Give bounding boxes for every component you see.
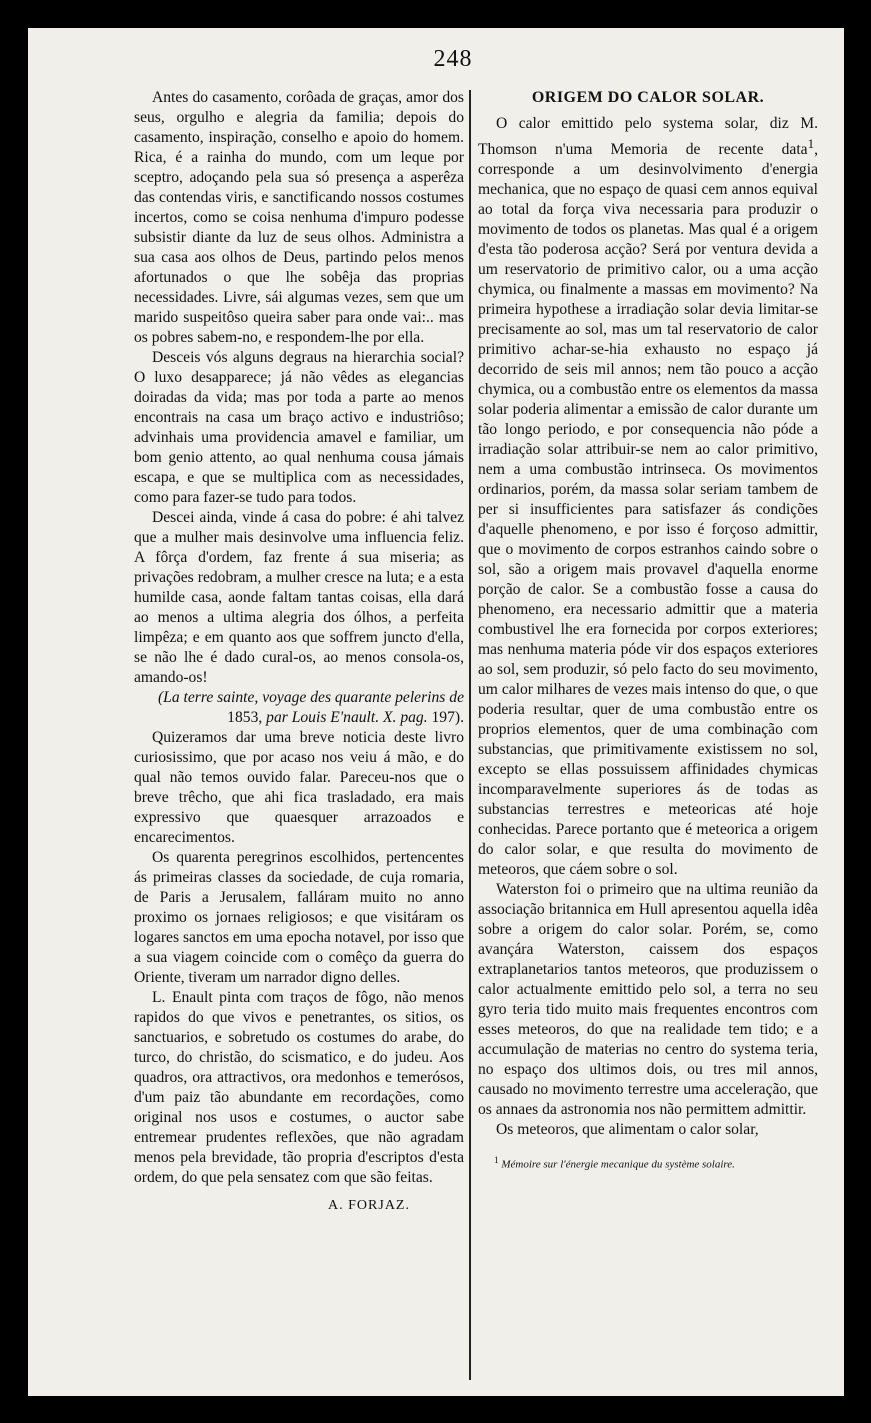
- paragraph: Desceis vós alguns degraus na hierarchia social? O luxo desapparece; já não vêdes as elegancias doiradas da vida; mas por toda a parte ao menos encontrais na casa um braço activo e industriôso; advinhais uma providencia amavel e familiar, um bom genio attento, ao qual nenhuma cousa jámais escapa, e que se multiplica com as necessidades, como para fazer-se tudo para todos.: [134, 349, 464, 506]
- column-divider: [469, 90, 471, 1380]
- paragraph: Quizeramos dar uma breve noticia deste livro curiosissimo, que por acaso nos veiu á mão, e do qual não temos ouvido falar. Pareceu-nos que o breve trêcho, que ahi fica trasladado, era mais expressivo que quaesquer arrazoados e encarecimentos.: [134, 729, 464, 846]
- paragraph-rest: , corresponde a um desinvolvimento d'energia mechanica, que no espaço de quasi cem annos equival ao total da força viva necessaria para produzir o movimento de todos os planetas. Mas qual é a origem d'esta tão poderosa acção? Será por ventura devida a um reservatorio de primitivo calor, ou a uma acção chymica, ou finalmente a massas em movimento? Na primeira hypothese a irradiação solar devia limitar-se precisamente ao sol, mas um tal reservatorio de calor primitivo achar-se-hia exhausto no espaço já decorrido de seis mil annos; nem tão pouco a acção chymica, ou a combustão entre os elementos da massa solar poderia alimentar a emissão de calor durante um tão longo periodo, e por consequencia não póde a irradiação solar attribuir-se nem ao calor primitivo, nem a uma combustão intrinseca. Os movimentos ordinarios, porém, da massa solar seriam tambem de per si insufficientes para satisfazer ás condições d'aquelle phenomeno, e por isso é forçoso admittir, que o movimento de corpos estranhos caindo sobre o sol, são a origem mais provavel d'aquella enorme porção de calor. Se a combustão fosse a causa do phenomeno, era necessario admittir que a materia combustivel lhe era fornecida por corpos exteriores; mas nenhuma materia póde vir dos espaços exteriores ao sol, sem produzir, só pelo facto do seu movimento, um calor milhares de vezes mais intenso do que, o que poderia resultar, quer de uma combustão entre os proprios elementos, quer de uma combinação com substancias, que primitivamente existissem no sol, excepto se ellas possuissem affinidades chymicas incomparavelmente superiores ás de todas as substancias terrestres e meteoricas até hoje conhecidas. Parece portanto que é meteorica a origem do calor solar, e que resulta do movimento de meteoros, que cáem sobre o sol.: [478, 141, 818, 879]
- citation-author: par Louis E'nault. X. pag.: [266, 709, 428, 726]
- citation: [134, 688, 464, 728]
- page-number: 248: [433, 46, 473, 72]
- footnote: [478, 1150, 818, 1175]
- footnote-number: 1: [494, 1155, 499, 1166]
- citation-title: (La terre sainte, voyage des quarante pelerins de: [157, 689, 464, 706]
- right-column: [478, 88, 818, 1175]
- footnote-text: Mémoire sur l'énergie mecanique du système solaire.: [498, 1158, 735, 1171]
- article-heading: ORIGEM DO CALOR SOLAR.: [531, 89, 765, 106]
- footnote-marker: 1: [807, 136, 815, 151]
- author-signature: A. FORJAZ.: [328, 1198, 410, 1213]
- newspaper-page: [28, 28, 844, 1396]
- paragraph: Waterston foi o primeiro que na ultima reunião da associação britannica em Hull apresentou aquella idêa sobre a origem do calor solar. Porém, se, como avançára Waterston, caissem dos espaços extraplanetarios tantos meteoros, que produzissem o calor actualmente emittido pelo sol, a terra no seu gyro teria tido muito mais frequentes encontros com esses meteoros, do que na realidade tem tido; e a accumulação de materias no centro do systema teria, no espaço dos ultimos dois, ou tres mil annos, causado no movimento terrestre uma acceleração, que os annaes da astronomia nos não permittem admittir.: [478, 881, 818, 1119]
- paragraph-start: O calor emittido pelo systema solar, diz M. Thomson n'uma Memoria de recente data: [478, 115, 818, 159]
- paragraph: Antes do casamento, corôada de graças, amor dos seus, orgulho e alegria da familia; depois do casamento, inspiração, conselho e apoio do homem. Rica, é a rainha do mundo, com um leque por sceptro, adoçando pela sua só presença a asperêza das contendas viris, e sanctificando nossos costumes incertos, como se coisa nenhuma d'impuro podesse subsistir diante da luz de seus olhos. Administra a sua casa aos olhos de Deus, partindo pelos menos afortunados o que lhe sobêja das proprias necessidades. Livre, sái algumas vezes, sem que um marido suspeitôso queira saber para onde vai:.. mas os pobres sabem-no, e respondem-lhe por ella.: [134, 89, 464, 346]
- paragraph: Os meteoros, que alimentam o calor solar,: [496, 1121, 759, 1139]
- citation-page: 197).: [427, 709, 464, 726]
- left-column: [134, 88, 464, 1216]
- paragraph: [478, 114, 818, 880]
- paragraph: Os quarenta peregrinos escolhidos, pertencentes ás primeiras classes da sociedade, de cuja romaria, de Paris a Jerusalem, falláram muito no anno proximo os jornaes religiosos; e que visitáram os logares sanctos em uma epocha notavel, por isso que a sua viagem coincide com o comêço da guerra do Oriente, tiveram um narrador digno delles.: [134, 849, 464, 986]
- paragraph: Descei ainda, vinde á casa do pobre: é ahi talvez que a mulher mais desinvolve uma influencia feliz. A fôrça d'ordem, faz frente á sua miseria; as privações redobram, a mulher cresce na luta; e a esta humilde casa, aonde faltam tantas coisas, ella dará ao menos a ultima alegria dos ólhos, a perfeita limpêza; e em quanto aos que soffrem juncto d'ella, se não lhe é dado cural-os, ao menos consola-os, amando-os!: [134, 509, 464, 686]
- paragraph: L. Enault pinta com traços de fôgo, não menos rapidos do que vivos e penetrantes, os sitios, os sanctuarios, e sobretudo os costumes do arabe, do turco, do christão, do scismatico, e do judeu. Aos quadros, ora attractivos, ora medonhos e temerósos, d'um paiz tão abundante em recordações, como original nos usos e costumes, o auctor sabe entremear prudentes reflexões, que não agradam menos pela brevidade, tão propria d'escriptos d'esta ordem, do que pela sensatez com que são feitas.: [134, 989, 464, 1186]
- citation-year: 1853,: [227, 709, 267, 726]
